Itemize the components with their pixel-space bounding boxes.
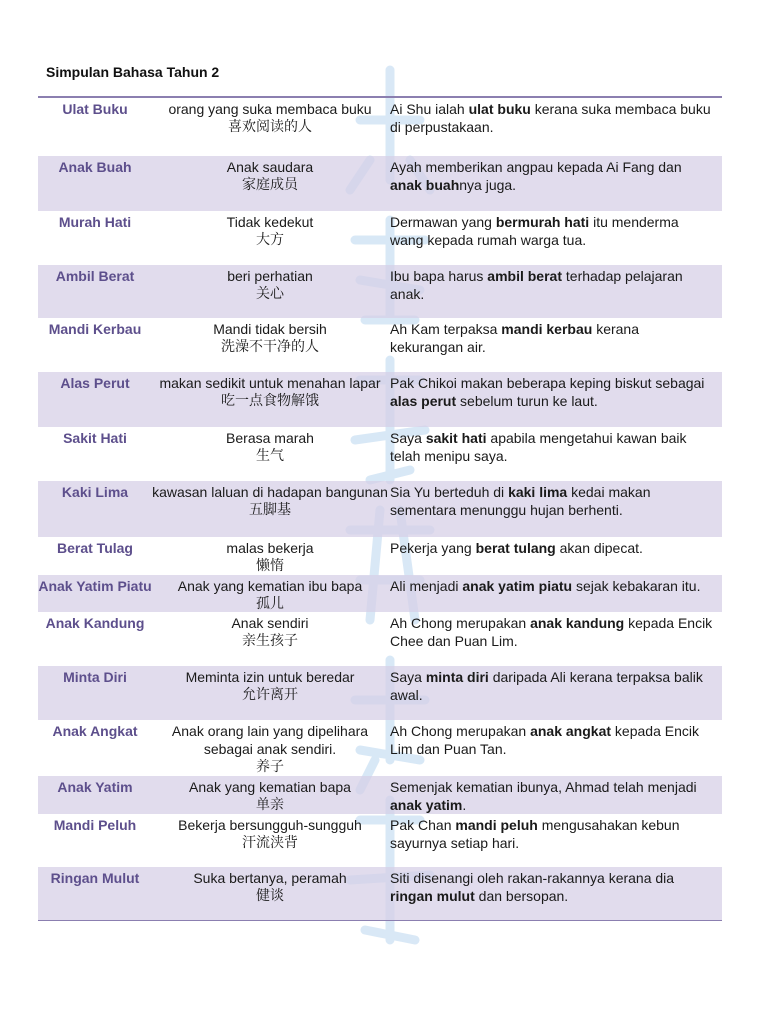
example-highlight: mandi peluh [455,817,538,833]
proverb-chinese: 懒惰 [256,558,284,574]
example-text: Ah Chong merupakan [390,615,531,631]
proverb-meaning-cell [152,867,388,905]
proverb-chinese: 养子 [256,759,284,775]
example-text: kerana suka membaca buku di perpustakaan. [390,101,711,135]
proverb-chinese: 五脚基 [249,502,291,518]
example-text: Siti disenangi oleh rakan-rakannya kerana dia [390,870,675,886]
example-highlight: anak yatim piatu [462,578,573,594]
proverb-example [388,720,722,758]
proverb-meaning-cell [152,427,388,465]
example-text: daripada Ali kerana terpaksa balik awal. [390,669,703,703]
proverb-table [38,96,722,921]
example-highlight: sakit hati [425,430,487,446]
example-highlight: ulat buku [468,101,531,117]
proverb-example [388,481,722,519]
proverb-meaning: orang yang suka membaca buku [168,101,372,117]
proverb-example [388,98,722,136]
example-text: Ali menjadi [390,578,463,594]
proverb-term: Anak Yatim [57,779,133,795]
proverb-meaning: Berasa marah [226,430,314,446]
example-text: sebelum turun ke laut. [456,393,598,409]
example-text: Ayah memberikan angpau kepada Ai Fang dan [390,159,682,175]
table-row [38,318,722,372]
example-text: Saya [390,669,426,685]
proverb-meaning: Meminta izin untuk beredar [185,669,355,685]
proverb-example [388,776,722,814]
proverb-term: Mandi Kerbau [48,321,142,337]
proverb-chinese: 生气 [256,448,284,464]
example-highlight: anak yatim [390,797,463,813]
proverb-term: Mandi Peluh [53,817,137,833]
proverb-chinese: 单亲 [256,797,284,813]
table-row [38,481,722,537]
proverb-chinese: 亲生孩子 [242,633,298,649]
example-highlight: anak buah [390,177,460,193]
proverb-example [388,318,722,356]
example-text: Semenjak kematian ibunya, Ahmad telah menjadi [390,779,697,795]
table-row [38,156,722,211]
proverb-term: Minta Diri [63,669,127,685]
example-text: sejak kebakaran itu. [572,578,701,594]
proverb-example [388,156,722,194]
proverb-term: Anak Angkat [52,723,138,739]
example-text: Saya [390,430,426,446]
example-text: . [462,797,467,813]
proverb-term: Ringan Mulut [50,870,140,886]
example-text: apabila mengetahui kawan baik telah menipu saya. [390,430,687,464]
example-highlight: anak angkat [530,723,612,739]
example-text: Ibu bapa harus [390,268,488,284]
proverb-meaning-cell [152,537,388,575]
proverb-meaning-cell [152,481,388,519]
table-row [38,612,722,666]
example-text: akan dipecat. [555,540,643,556]
proverb-meaning-cell [152,814,388,852]
proverb-meaning: malas bekerja [226,540,314,556]
proverb-chinese: 洗澡不干净的人 [221,339,319,355]
example-text: dan bersopan. [474,888,569,904]
proverb-meaning: Anak orang lain yang dipelihara sebagai anak sendiri. [171,723,369,757]
example-highlight: ambil berat [487,268,562,284]
proverb-example [388,612,722,650]
example-text: kepada Encik Lim dan Puan Tan. [390,723,699,757]
proverb-term: Kaki Lima [61,484,129,500]
example-text: kerana kekurangan air. [390,321,640,355]
example-text: Ai Shu ialah [390,101,469,117]
proverb-meaning-cell [152,318,388,356]
proverb-term: Sakit Hati [63,430,127,446]
proverb-chinese: 孤儿 [256,596,284,612]
table-row [38,720,722,776]
proverb-meaning-cell [152,776,388,814]
proverb-meaning: kawasan laluan di hadapan bangunan [152,484,388,500]
proverb-term: Berat Tulag [57,540,133,556]
proverb-term: Anak Kandung [45,615,145,631]
table-row [38,372,722,427]
example-text: Dermawan yang [390,214,496,230]
proverb-meaning-cell [152,372,388,410]
example-text: kepada Encik Chee dan Puan Lim. [390,615,713,649]
example-text: Pak Chan [390,817,456,833]
example-highlight: alas perut [390,393,457,409]
example-text: mengusahakan kebun sayurnya setiap hari. [390,817,680,851]
table-row [38,98,722,156]
example-text: Ah Chong merupakan [390,723,531,739]
proverb-term: Alas Perut [60,375,130,391]
proverb-meaning: Anak sendiri [231,615,309,631]
proverb-meaning-cell [152,720,388,776]
proverb-meaning: beri perhatian [227,268,313,284]
example-text: itu menderma wang kepada rumah warga tua. [390,214,679,248]
document-title: Simpulan Bahasa Tahun 2 [46,64,220,80]
proverb-chinese: 喜欢阅读的人 [228,119,312,135]
example-text: kedai makan sementara menunggu hujan berhenti. [390,484,651,518]
proverb-example [388,666,722,704]
proverb-term: Ambil Berat [55,268,135,284]
proverb-example [388,372,722,410]
proverb-example [388,575,722,595]
proverb-example [388,427,722,465]
proverb-example [388,814,722,852]
proverb-term: Anak Yatim Piatu [38,578,152,594]
proverb-meaning: Mandi tidak bersih [213,321,327,337]
proverb-chinese: 吃一点食物解饿 [221,393,319,409]
table-row [38,211,722,265]
proverb-meaning-cell [152,156,388,194]
example-text: Pak Chikoi makan beberapa keping biskut sebagai [390,375,705,391]
proverb-meaning: Suka bertanya, peramah [193,870,347,886]
proverb-chinese: 汗流浃背 [242,835,298,851]
proverb-meaning-cell [152,575,388,613]
table-row [38,537,722,575]
proverb-meaning: Tidak kedekut [226,214,314,230]
table-row [38,265,722,318]
proverb-term: Ulat Buku [62,101,128,117]
proverb-example [388,867,722,905]
table-row [38,776,722,814]
example-highlight: kaki lima [508,484,568,500]
proverb-example [388,537,722,557]
example-text: nya juga. [459,177,517,193]
table-row [38,666,722,720]
example-highlight: ringan mulut [390,888,475,904]
example-highlight: minta diri [425,669,489,685]
example-highlight: mandi kerbau [501,321,593,337]
example-text: Sia Yu berteduh di [390,484,509,500]
proverb-example [388,211,722,249]
proverb-chinese: 大方 [256,232,284,248]
proverb-chinese: 健谈 [256,888,284,904]
example-text: Pekerja yang [390,540,476,556]
proverb-meaning-cell [152,211,388,249]
proverb-meaning-cell [152,666,388,704]
example-text: terhadap pelajaran anak. [390,268,683,302]
proverb-meaning: Bekerja bersungguh-sungguh [178,817,362,833]
proverb-term: Murah Hati [58,214,132,230]
proverb-meaning: makan sedikit untuk menahan lapar [159,375,381,391]
table-row [38,867,722,920]
table-row [38,427,722,481]
proverb-meaning-cell [152,98,388,136]
example-text: Ah Kam terpaksa [390,321,502,337]
table-row [38,814,722,867]
proverb-chinese: 关心 [256,286,284,302]
example-highlight: berat tulang [475,540,556,556]
example-highlight: bermurah hati [495,214,590,230]
proverb-meaning: Anak saudara [226,159,314,175]
proverb-example [388,265,722,303]
proverb-meaning-cell [152,265,388,303]
table-row [38,575,722,612]
proverb-chinese: 允许离开 [242,687,298,703]
proverb-chinese: 家庭成员 [242,177,298,193]
proverb-term: Anak Buah [58,159,132,175]
proverb-meaning: Anak yang kematian ibu bapa [177,578,363,594]
example-highlight: anak kandung [530,615,625,631]
proverb-meaning: Anak yang kematian bapa [189,779,351,795]
proverb-meaning-cell [152,612,388,650]
